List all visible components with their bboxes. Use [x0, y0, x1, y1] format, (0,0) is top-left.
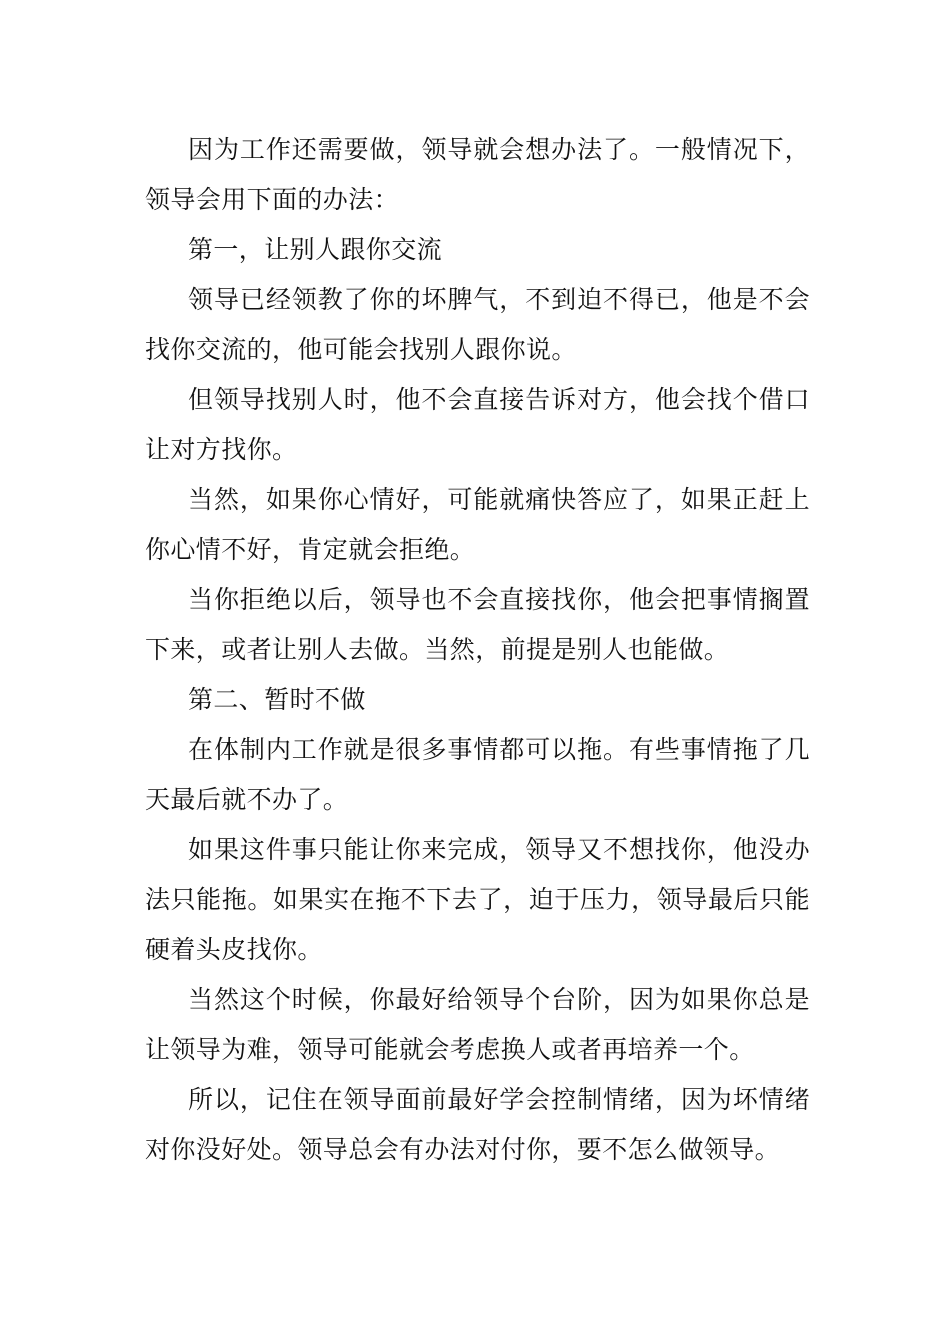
document-body: [145, 125, 810, 1175]
heading-second-method: 第二、暂时不做: [188, 685, 366, 714]
paragraph: 当你拒绝以后，领导也不会直接找你，他会把事情搁置下来，或者让别人去做。当然，前提是别人也能做。: [145, 585, 810, 664]
paragraph-conclusion: 所以，记住在领导面前最好学会控制情绪，因为坏情绪对你没好处。领导总会有办法对付你，要不怎么做领导。: [145, 1085, 810, 1164]
paragraph: 在体制内工作就是很多事情都可以拖。有些事情拖了几天最后就不办了。: [145, 735, 810, 814]
heading-first-method: 第一，让别人跟你交流: [188, 235, 443, 264]
paragraph: 当然，如果你心情好，可能就痛快答应了，如果正赶上你心情不好，肯定就会拒绝。: [145, 485, 810, 564]
paragraph: 领导已经领教了你的坏脾气，不到迫不得已，他是不会找你交流的，他可能会找别人跟你说。: [145, 285, 810, 364]
paragraph: 但领导找别人时，他不会直接告诉对方，他会找个借口让对方找你。: [145, 385, 810, 464]
paragraph-intro: 因为工作还需要做，领导就会想办法了。一般情况下，领导会用下面的办法：: [145, 135, 810, 214]
paragraph: 当然这个时候，你最好给领导个台阶，因为如果你总是让领导为难，领导可能就会考虑换人或者再培养一个。: [145, 985, 810, 1064]
paragraph: 如果这件事只能让你来完成，领导又不想找你，他没办法只能拖。如果实在拖不下去了，迫于压力，领导最后只能硬着头皮找你。: [145, 835, 810, 964]
